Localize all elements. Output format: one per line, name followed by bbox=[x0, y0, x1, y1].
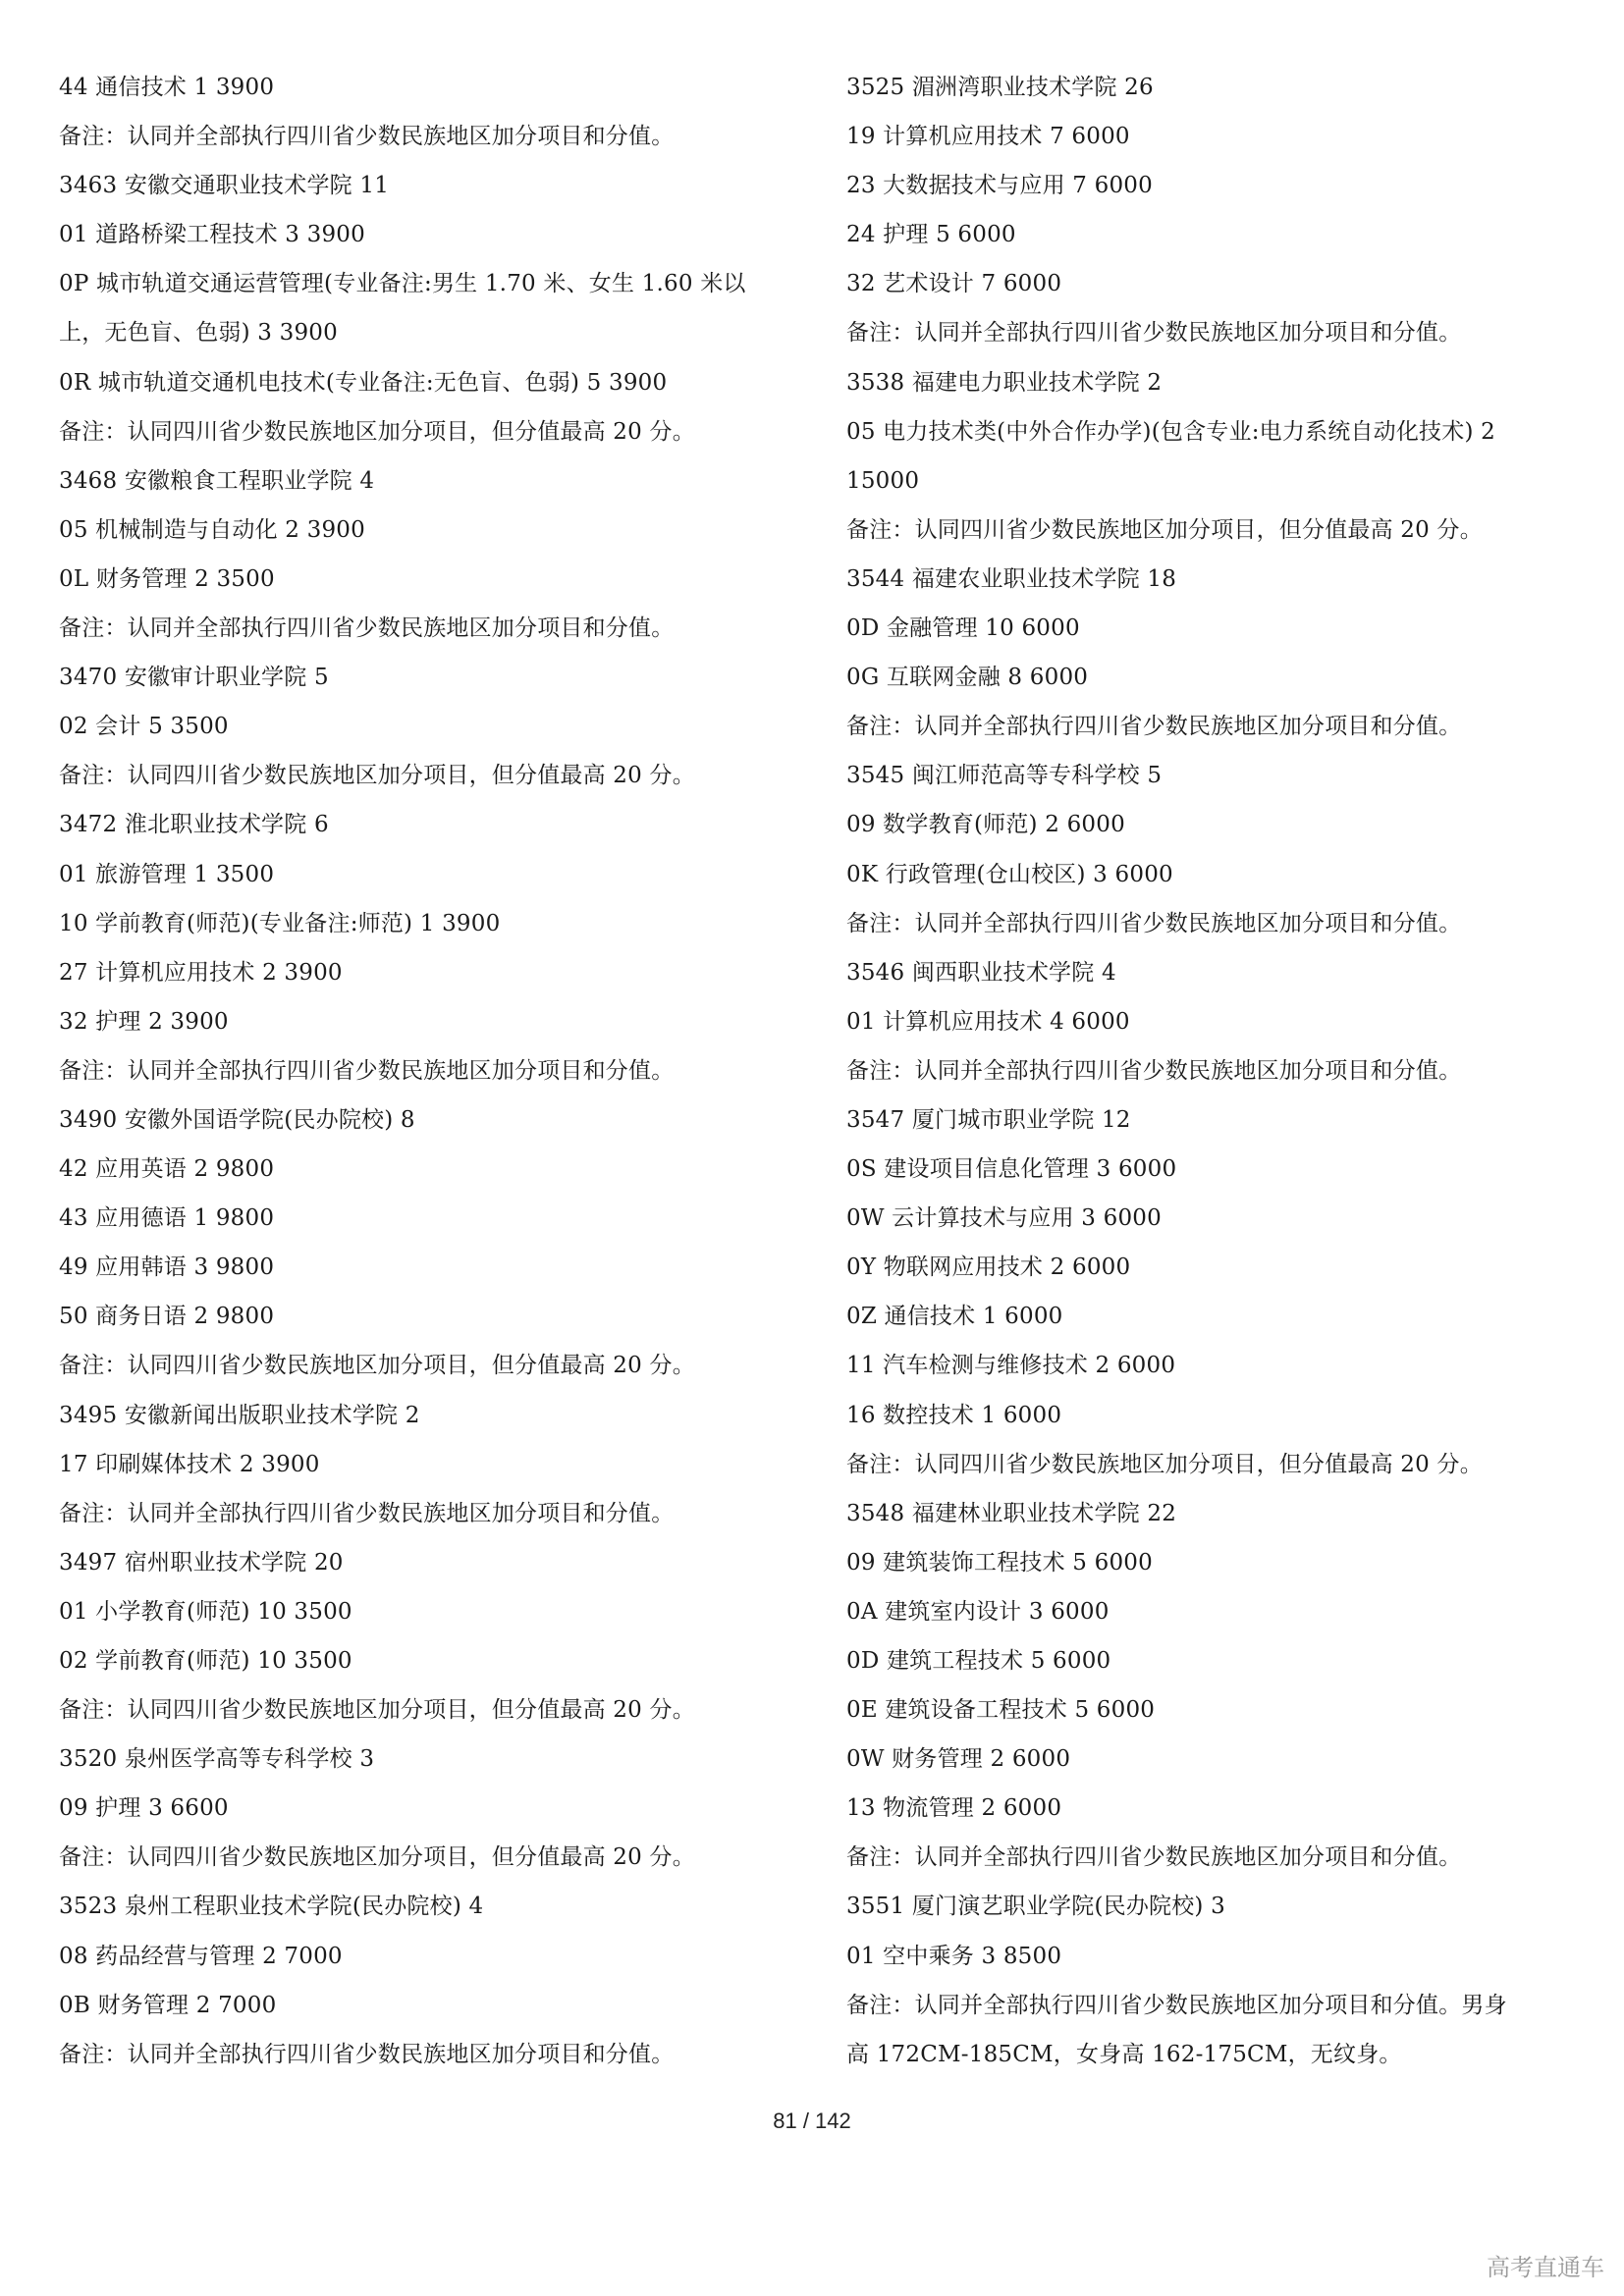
text-line: 0D 金融管理 10 6000 bbox=[846, 615, 1080, 642]
text-line: 0K 行政管理(仓山校区) 3 6000 bbox=[846, 861, 1173, 887]
text-line: 05 机械制造与自动化 2 3900 bbox=[59, 516, 365, 543]
text-line: 3523 泉州工程职业技术学院(民办院校) 4 bbox=[59, 1894, 484, 1920]
text-line: 3538 福建电力职业技术学院 2 bbox=[846, 369, 1163, 396]
text-line: 0L 财务管理 2 3500 bbox=[59, 565, 275, 592]
text-line: 02 会计 5 3500 bbox=[59, 714, 229, 740]
text-line: 08 药品经营与管理 2 7000 bbox=[59, 1943, 343, 1969]
text-line: 备注：认同并全部执行四川省少数民族地区加分项目和分值。 bbox=[846, 1844, 1462, 1871]
text-line: 16 数控技术 1 6000 bbox=[846, 1402, 1062, 1428]
watermark: 高考直通车 bbox=[1487, 2254, 1604, 2281]
text-line: 32 艺术设计 7 6000 bbox=[846, 271, 1062, 297]
text-line: 备注：认同四川省少数民族地区加分项目，但分值最高 20 分。 bbox=[846, 1451, 1483, 1477]
text-line: 备注：认同四川省少数民族地区加分项目，但分值最高 20 分。 bbox=[59, 1697, 695, 1724]
text-line: 32 护理 2 3900 bbox=[59, 1008, 229, 1035]
text-line: 0R 城市轨道交通机电技术(专业备注:无色盲、色弱) 5 3900 bbox=[59, 369, 668, 396]
text-line: 49 应用韩语 3 9800 bbox=[59, 1255, 275, 1281]
text-line: 备注：认同并全部执行四川省少数民族地区加分项目和分值。 bbox=[846, 320, 1462, 347]
text-line: 3551 厦门演艺职业学院(民办院校) 3 bbox=[846, 1894, 1225, 1920]
text-line: 0W 财务管理 2 6000 bbox=[846, 1746, 1071, 1773]
page-number: 81 / 142 bbox=[773, 2109, 851, 2133]
text-line: 备注：认同并全部执行四川省少数民族地区加分项目和分值。 bbox=[59, 1500, 675, 1526]
text-line: 备注：认同并全部执行四川省少数民族地区加分项目和分值。 bbox=[59, 2041, 675, 2067]
text-line: 27 计算机应用技术 2 3900 bbox=[59, 959, 343, 986]
text-line: 01 道路桥梁工程技术 3 3900 bbox=[59, 222, 365, 248]
text-line: 备注：认同四川省少数民族地区加分项目，但分值最高 20 分。 bbox=[59, 763, 695, 789]
text-line: 0P 城市轨道交通运营管理(专业备注:男生 1.70 米、女生 1.60 米以 bbox=[59, 271, 746, 297]
text-line: 24 护理 5 6000 bbox=[846, 222, 1016, 248]
text-line: 3463 安徽交通职业技术学院 11 bbox=[59, 173, 390, 199]
text-line: 09 数学教育(师范) 2 6000 bbox=[846, 812, 1125, 838]
text-line: 0B 财务管理 2 7000 bbox=[59, 1992, 277, 2018]
text-line: 3490 安徽外国语学院(民办院校) 8 bbox=[59, 1106, 415, 1133]
text-line: 0D 建筑工程技术 5 6000 bbox=[846, 1648, 1111, 1674]
text-line: 17 印刷媒体技术 2 3900 bbox=[59, 1451, 320, 1477]
text-line: 43 应用德语 1 9800 bbox=[59, 1205, 275, 1232]
text-line: 01 计算机应用技术 4 6000 bbox=[846, 1008, 1130, 1035]
text-line: 3545 闽江师范高等专科学校 5 bbox=[846, 763, 1163, 789]
text-line: 10 学前教育(师范)(专业备注:师范) 1 3900 bbox=[59, 910, 501, 936]
text-line: 02 学前教育(师范) 10 3500 bbox=[59, 1648, 352, 1674]
left-column bbox=[59, 63, 805, 2079]
text-line: 备注：认同并全部执行四川省少数民族地区加分项目和分值。 bbox=[846, 714, 1462, 740]
text-line: 3547 厦门城市职业学院 12 bbox=[846, 1106, 1131, 1133]
text-line: 09 护理 3 6600 bbox=[59, 1795, 229, 1822]
text-line: 0Y 物联网应用技术 2 6000 bbox=[846, 1255, 1131, 1281]
text-line: 备注：认同并全部执行四川省少数民族地区加分项目和分值。男身 bbox=[846, 1992, 1507, 2018]
text-line: 0E 建筑设备工程技术 5 6000 bbox=[846, 1697, 1156, 1724]
text-line: 3472 淮北职业技术学院 6 bbox=[59, 812, 329, 838]
text-line: 13 物流管理 2 6000 bbox=[846, 1795, 1062, 1822]
text-line: 19 计算机应用技术 7 6000 bbox=[846, 124, 1130, 150]
text-line: 备注：认同四川省少数民族地区加分项目，但分值最高 20 分。 bbox=[59, 1844, 695, 1871]
text-line: 3544 福建农业职业技术学院 18 bbox=[846, 565, 1177, 592]
text-line: 01 空中乘务 3 8500 bbox=[846, 1943, 1062, 1969]
text-line: 3495 安徽新闻出版职业技术学院 2 bbox=[59, 1402, 420, 1428]
text-line: 01 小学教育(师范) 10 3500 bbox=[59, 1598, 352, 1625]
text-line: 备注：认同并全部执行四川省少数民族地区加分项目和分值。 bbox=[59, 124, 675, 150]
text-line: 05 电力技术类(中外合作办学)(包含专业:电力系统自动化技术) 2 bbox=[846, 418, 1495, 445]
text-line: 0Z 通信技术 1 6000 bbox=[846, 1304, 1063, 1330]
text-line: 44 通信技术 1 3900 bbox=[59, 75, 275, 100]
text-line: 备注：认同并全部执行四川省少数民族地区加分项目和分值。 bbox=[59, 1057, 675, 1084]
text-line: 备注：认同并全部执行四川省少数民族地区加分项目和分值。 bbox=[846, 1057, 1462, 1084]
text-line: 0G 互联网金融 8 6000 bbox=[846, 665, 1089, 691]
text-line: 3468 安徽粮食工程职业学院 4 bbox=[59, 467, 375, 494]
text-line: 0A 建筑室内设计 3 6000 bbox=[846, 1598, 1110, 1625]
text-line: 备注：认同并全部执行四川省少数民族地区加分项目和分值。 bbox=[846, 910, 1462, 936]
text-line: 0S 建设项目信息化管理 3 6000 bbox=[846, 1156, 1177, 1183]
right-column bbox=[846, 63, 1573, 2079]
text-line: 01 旅游管理 1 3500 bbox=[59, 861, 275, 887]
text-line: 3548 福建林业职业技术学院 22 bbox=[846, 1500, 1177, 1526]
text-line: 09 建筑装饰工程技术 5 6000 bbox=[846, 1549, 1153, 1575]
text-line: 备注：认同四川省少数民族地区加分项目，但分值最高 20 分。 bbox=[59, 418, 695, 445]
text-line: 3520 泉州医学高等专科学校 3 bbox=[59, 1746, 375, 1773]
text-line: 0W 云计算技术与应用 3 6000 bbox=[846, 1205, 1162, 1232]
text-line: 备注：认同四川省少数民族地区加分项目，但分值最高 20 分。 bbox=[59, 1353, 695, 1379]
text-line: 3546 闽西职业技术学院 4 bbox=[846, 959, 1116, 986]
text-line: 备注：认同并全部执行四川省少数民族地区加分项目和分值。 bbox=[59, 615, 675, 642]
text-line: 高 172CM-185CM，女身高 162-175CM，无纹身。 bbox=[846, 2041, 1402, 2067]
text-line: 上，无色盲、色弱) 3 3900 bbox=[59, 320, 338, 347]
text-line: 3497 宿州职业技术学院 20 bbox=[59, 1549, 344, 1575]
text-line: 15000 bbox=[846, 467, 920, 494]
text-line: 3525 湄洲湾职业技术学院 26 bbox=[846, 75, 1154, 100]
text-line: 备注：认同四川省少数民族地区加分项目，但分值最高 20 分。 bbox=[846, 516, 1483, 543]
text-line: 42 应用英语 2 9800 bbox=[59, 1156, 275, 1183]
text-line: 3470 安徽审计职业学院 5 bbox=[59, 665, 329, 691]
text-line: 11 汽车检测与维修技术 2 6000 bbox=[846, 1353, 1176, 1379]
text-line: 23 大数据技术与应用 7 6000 bbox=[846, 173, 1153, 199]
text-line: 50 商务日语 2 9800 bbox=[59, 1304, 275, 1330]
